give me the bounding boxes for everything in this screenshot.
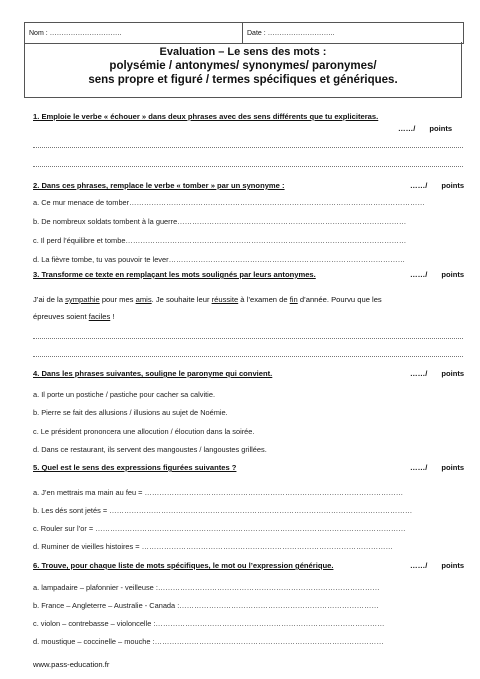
list-item: b. Les dés sont jetés = …………………………………………………………………………………………………………… bbox=[33, 506, 413, 515]
question-4-points: ……/ points bbox=[410, 369, 465, 378]
list-item: c. violon – contrebasse – violoncelle :………………………………………………………………………………… bbox=[33, 619, 385, 628]
answer-line bbox=[33, 147, 463, 148]
list-item: a. Ce mur menace de tomber………………………………………………………………………………………………………… bbox=[33, 198, 425, 207]
list-item: d. Dans ce restaurant, ils servent des mangoustes / langoustes grillées. bbox=[33, 445, 267, 454]
date-field: Date : ……………………….. bbox=[247, 29, 335, 37]
question-3-points: ……/ points bbox=[410, 270, 465, 279]
list-item: c. Il perd l’équilibre et tombe…………………………………………………………………………………………………… bbox=[33, 236, 407, 245]
answer-line bbox=[33, 356, 463, 357]
title-line-3: sens propre et figuré / termes spécifiques et génériques. bbox=[88, 74, 398, 86]
answer-line bbox=[33, 338, 463, 339]
list-item: c. Le président prononcera une allocution / élocution dans la soirée. bbox=[33, 427, 255, 436]
title-line-1: Evaluation – Le sens des mots : bbox=[159, 46, 327, 58]
question-5-title: 5. Quel est le sens des expressions figurées suivantes ? bbox=[33, 463, 237, 472]
question-3-title: 3. Transforme ce texte en remplaçant les mots soulignés par leurs antonymes. bbox=[33, 270, 316, 279]
list-item: a. lampadaire – plafonnier - veilleuse :……………………………………………………………………………… bbox=[33, 583, 380, 592]
question-6-points: ……/ points bbox=[410, 561, 465, 570]
list-item: a. J’en mettrais ma main au feu = …………………………………………………………………………………………… bbox=[33, 488, 404, 497]
list-item: d. La fièvre tombe, tu vas pouvoir te lever…………………………………………………………………………………… bbox=[33, 255, 406, 264]
answer-line bbox=[33, 166, 463, 167]
question-1-title: 1. Emploie le verbe « échouer » dans deux phrases avec des sens différents que tu expliciteras. bbox=[33, 112, 379, 121]
list-item: d. Ruminer de vieilles histoires = ………………………………………………………………………………………… bbox=[33, 542, 393, 551]
question-4-title: 4. Dans les phrases suivantes, souligne le paronyme qui convient. bbox=[33, 369, 273, 378]
title-box bbox=[24, 42, 462, 98]
name-field: Nom : …………………………. bbox=[25, 23, 243, 43]
list-item: b. France – Angleterre – Australie - Canada :……………………………………………………………………… bbox=[33, 601, 379, 610]
question-2-points: ……/ points bbox=[410, 181, 465, 190]
question-2-title: 2. Dans ces phrases, remplace le verbe « tomber » par un synonyme : bbox=[33, 181, 285, 190]
header-table bbox=[24, 22, 464, 44]
list-item: b. De nombreux soldats tombent à la guerre………………………………………………………………………………… bbox=[33, 217, 407, 226]
title-line-2: polysémie / antonymes/ synonymes/ paronymes/ bbox=[109, 60, 377, 72]
list-item: c. Rouler sur l’or = ……………………………………………………………………………………………………………… bbox=[33, 524, 406, 533]
list-item: b. Pierre se fait des allusions / illusions au sujet de Noémie. bbox=[33, 408, 228, 417]
footer-url: www.pass-education.fr bbox=[33, 660, 110, 669]
question-6-title: 6. Trouve, pour chaque liste de mots spécifiques, le mot ou l’expression générique. bbox=[33, 561, 334, 570]
list-item: d. moustique – coccinelle – mouche :………………………………………………………………………………… bbox=[33, 637, 384, 646]
question-5-points: ……/ points bbox=[410, 463, 465, 472]
question-1-points: ……/ points bbox=[398, 124, 453, 133]
question-3-text: J’ai de la sympathie pour mes amis. Je souhaite leur réussite à l’examen de fin d’année. Pourvu que les épreuves soient faciles ! bbox=[33, 295, 382, 321]
list-item: a. Il porte un postiche / pastiche pour cacher sa calvitie. bbox=[33, 390, 215, 399]
